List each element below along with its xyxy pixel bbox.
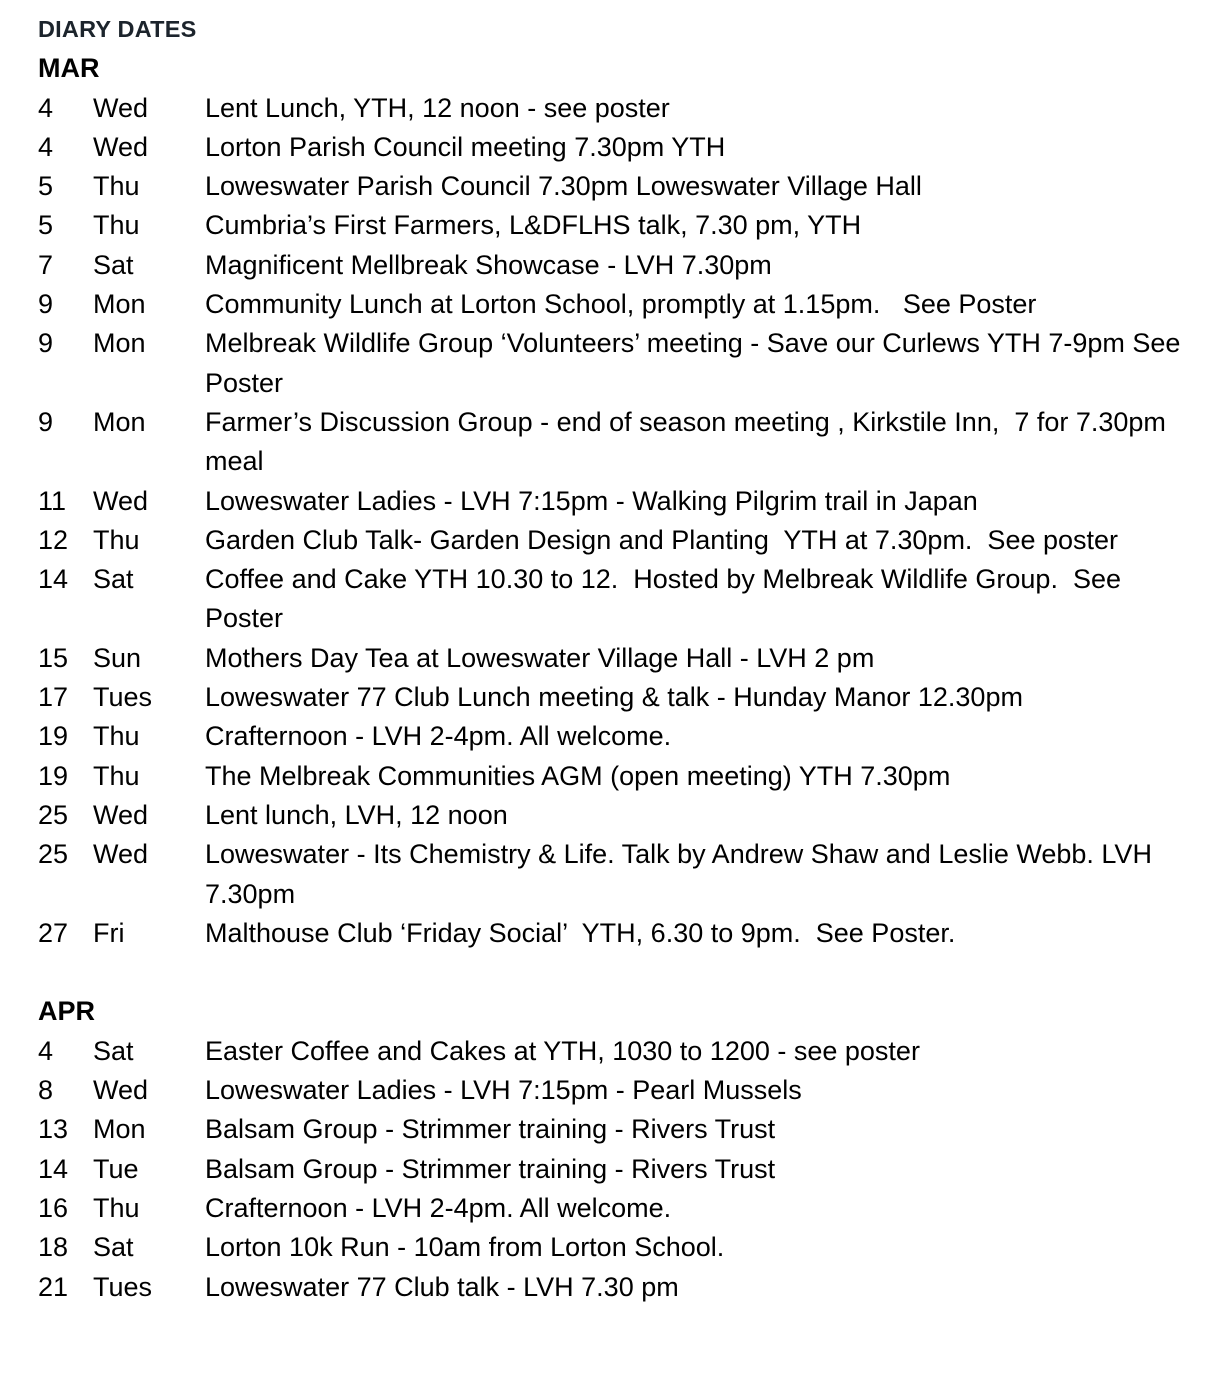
event-date: 15 (38, 642, 69, 673)
event-row (38, 717, 1212, 756)
event-description (205, 796, 1212, 835)
event-description-line: Community Lunch at Lorton School, promptly at 1.15pm. See Poster (205, 289, 1037, 320)
event-description-line: Magnificent Mellbreak Showcase - LVH 7.30pm (205, 249, 772, 280)
event-description-line: Loweswater 77 Club Lunch meeting & talk - Hunday Manor 12.30pm (205, 682, 1023, 713)
event-row (38, 639, 1212, 678)
event-day: Thu (93, 721, 140, 752)
event-description-line: meal (205, 446, 264, 477)
event-description (205, 521, 1212, 560)
event-rows (38, 1032, 1212, 1307)
event-description (205, 324, 1212, 403)
event-date: 25 (38, 839, 69, 870)
event-day: Fri (93, 917, 125, 948)
event-row (38, 1228, 1212, 1267)
event-description (205, 560, 1212, 639)
event-day: Tue (93, 1153, 139, 1184)
event-description (205, 1150, 1212, 1189)
event-description-line: Cumbria’s First Farmers, L&DFLHS talk, 7.30 pm, YTH (205, 210, 862, 241)
event-description-line: Loweswater Ladies - LVH 7:15pm - Walking Pilgrim trail in Japan (205, 485, 978, 516)
event-day: Wed (93, 799, 149, 830)
event-row (38, 324, 1212, 403)
event-description-line: Balsam Group - Strimmer training - Rivers Trust (205, 1114, 776, 1145)
event-description-line: Garden Club Talk- Garden Design and Planting YTH at 7.30pm. See poster (205, 524, 1119, 555)
event-day: Mon (93, 328, 146, 359)
event-date: 18 (38, 1232, 69, 1263)
event-description (205, 1228, 1212, 1267)
event-description (205, 1268, 1212, 1307)
event-date: 11 (38, 485, 67, 516)
event-day: Wed (93, 839, 149, 870)
event-description (205, 285, 1212, 324)
event-description-line: Mothers Day Tea at Loweswater Village Hall - LVH 2 pm (205, 642, 875, 673)
event-row (38, 678, 1212, 717)
event-date: 7 (38, 249, 54, 280)
event-date: 14 (38, 564, 69, 595)
event-row (38, 1032, 1212, 1071)
event-row (38, 560, 1212, 639)
event-row (38, 246, 1212, 285)
event-day: Mon (93, 289, 146, 320)
event-date: 19 (38, 760, 69, 791)
event-date: 4 (38, 92, 54, 123)
event-row (38, 285, 1212, 324)
event-day: Thu (93, 171, 140, 202)
event-date: 16 (38, 1192, 69, 1223)
event-description (205, 206, 1212, 245)
sections-container (38, 49, 1212, 1307)
event-date: 27 (38, 917, 69, 948)
event-row (38, 403, 1212, 482)
event-description-line: Farmer’s Discussion Group - end of season meeting , Kirkstile Inn, 7 for 7.30pm (205, 406, 1166, 437)
event-day: Sat (93, 1035, 134, 1066)
event-day: Thu (93, 524, 140, 555)
event-description (205, 678, 1212, 717)
event-description-line: Poster (205, 367, 284, 398)
event-row (38, 1071, 1212, 1110)
event-day: Wed (93, 485, 149, 516)
event-description-line: Lorton 10k Run - 10am from Lorton School. (205, 1232, 725, 1263)
month-heading: MAR (38, 53, 100, 84)
event-description (205, 89, 1212, 128)
event-row (38, 128, 1212, 167)
event-description (205, 717, 1212, 756)
event-description (205, 403, 1212, 482)
event-row (38, 757, 1212, 796)
event-description-line: Crafternoon - LVH 2-4pm. All welcome. (205, 721, 672, 752)
event-description (205, 246, 1212, 285)
event-date: 4 (38, 1035, 54, 1066)
event-description-line: Loweswater - Its Chemistry & Life. Talk by Andrew Shaw and Leslie Webb. LVH (205, 839, 1152, 870)
event-description (205, 482, 1212, 521)
event-date: 4 (38, 131, 54, 162)
event-day: Thu (93, 760, 140, 791)
event-day: Sat (93, 249, 134, 280)
event-description-line: Lent Lunch, YTH, 12 noon - see poster (205, 92, 670, 123)
event-description (205, 128, 1212, 167)
event-description (205, 1110, 1212, 1149)
event-date: 9 (38, 328, 54, 359)
event-date: 21 (38, 1271, 69, 1302)
event-day: Mon (93, 1114, 146, 1145)
event-description (205, 1032, 1212, 1071)
month-section (38, 992, 1212, 1306)
event-description-line: Poster (205, 603, 284, 634)
event-description-line: Lent lunch, LVH, 12 noon (205, 799, 508, 830)
event-description-line: Loweswater Ladies - LVH 7:15pm - Pearl Mussels (205, 1075, 802, 1106)
event-day: Wed (93, 131, 149, 162)
event-day: Sat (93, 564, 134, 595)
event-date: 25 (38, 799, 69, 830)
event-description (205, 1189, 1212, 1228)
event-day: Thu (93, 210, 140, 241)
event-row (38, 89, 1212, 128)
page-title: DIARY DATES (38, 16, 197, 42)
event-row (38, 1150, 1212, 1189)
event-description-line: Lorton Parish Council meeting 7.30pm YTH (205, 131, 726, 162)
event-day: Sat (93, 1232, 134, 1263)
event-description (205, 1071, 1212, 1110)
event-description-line: Melbreak Wildlife Group ‘Volunteers’ meeting - Save our Curlews YTH 7-9pm See (205, 328, 1181, 359)
event-row (38, 482, 1212, 521)
event-day: Sun (93, 642, 142, 673)
event-day: Wed (93, 1075, 149, 1106)
event-description-line: 7.30pm (205, 878, 296, 909)
event-description-line: Balsam Group - Strimmer training - Rivers Trust (205, 1153, 776, 1184)
event-row (38, 835, 1212, 914)
event-description (205, 639, 1212, 678)
event-date: 14 (38, 1153, 69, 1184)
event-row (38, 914, 1212, 953)
month-heading: APR (38, 996, 96, 1027)
event-description-line: Easter Coffee and Cakes at YTH, 1030 to 1200 - see poster (205, 1035, 920, 1066)
month-section (38, 49, 1212, 953)
event-row (38, 1189, 1212, 1228)
event-row (38, 167, 1212, 206)
event-day: Tues (93, 1271, 153, 1302)
event-day: Wed (93, 92, 149, 123)
event-date: 9 (38, 406, 54, 437)
event-description (205, 914, 1212, 953)
event-description-line: The Melbreak Communities AGM (open meeting) YTH 7.30pm (205, 760, 951, 791)
event-rows (38, 89, 1212, 954)
event-day: Thu (93, 1192, 140, 1223)
event-date: 19 (38, 721, 69, 752)
event-description-line: Coffee and Cake YTH 10.30 to 12. Hosted by Melbreak Wildlife Group. See (205, 564, 1121, 595)
event-row (38, 796, 1212, 835)
event-day: Mon (93, 406, 146, 437)
event-date: 12 (38, 524, 69, 555)
event-date: 17 (38, 682, 69, 713)
event-description-line: Loweswater Parish Council 7.30pm Loweswater Village Hall (205, 171, 922, 202)
event-date: 9 (38, 289, 54, 320)
event-description (205, 835, 1212, 914)
event-row (38, 521, 1212, 560)
event-description-line: Malthouse Club ‘Friday Social’ YTH, 6.30 to 9pm. See Poster. (205, 917, 956, 948)
event-row (38, 1110, 1212, 1149)
event-date: 13 (38, 1114, 69, 1145)
event-description (205, 167, 1212, 206)
event-date: 5 (38, 171, 54, 202)
event-date: 5 (38, 210, 54, 241)
event-date: 8 (38, 1075, 54, 1106)
event-row (38, 206, 1212, 245)
event-description-line: Loweswater 77 Club talk - LVH 7.30 pm (205, 1271, 679, 1302)
event-description (205, 757, 1212, 796)
event-day: Tues (93, 682, 153, 713)
event-row (38, 1268, 1212, 1307)
event-description-line: Crafternoon - LVH 2-4pm. All welcome. (205, 1192, 672, 1223)
